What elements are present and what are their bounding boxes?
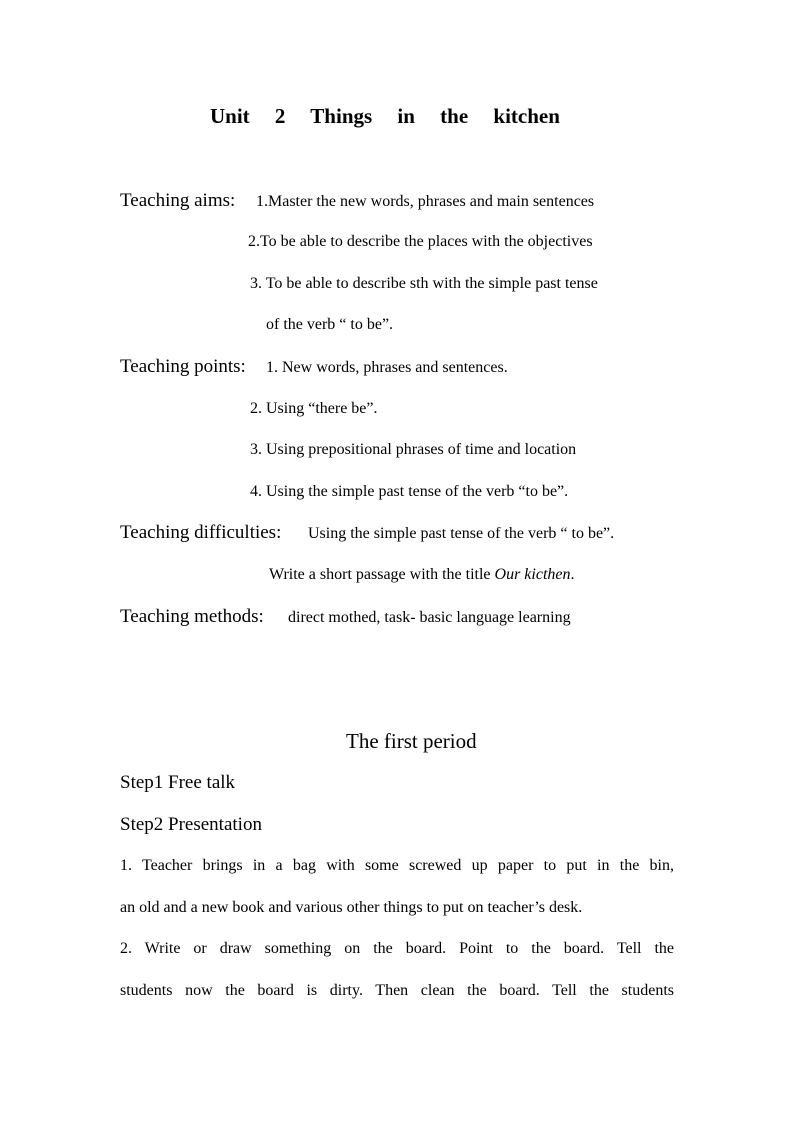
- section-heading: The first period: [346, 729, 477, 753]
- points-item: 3. Using prepositional phrases of time and location: [250, 441, 577, 458]
- points-item: 2. Using “there be”.: [250, 400, 378, 417]
- aims-item: 3. To be able to describe sth with the simple past tense: [250, 275, 598, 292]
- difficulties-line: Using the simple past tense of the verb “ to be”.: [308, 525, 615, 542]
- page-title: Unit 2 Things in the kitchen: [210, 104, 560, 128]
- points-item: 4. Using the simple past tense of the verb “to be”.: [250, 483, 569, 500]
- difficulties-prefix: Write a short passage with the title: [269, 566, 491, 583]
- paragraph-line: 2. Write or draw something on the board. Point to the board. Tell the: [120, 940, 674, 957]
- aims-label: Teaching aims:: [120, 190, 236, 211]
- aims-item: 2.To be able to describe the places with the objectives: [248, 233, 593, 250]
- difficulties-line: Write a short passage with the title Our kicthen.: [269, 566, 575, 583]
- paragraph-line: 1. Teacher brings in a bag with some screwed up paper to put in the bin,: [120, 857, 674, 874]
- step-heading: Step2 Presentation: [120, 814, 262, 835]
- paragraph-line: an old and a new book and various other things to put on teacher’s desk.: [120, 899, 583, 916]
- points-label: Teaching points:: [120, 356, 246, 377]
- aims-item: of the verb “ to be”.: [266, 316, 394, 333]
- methods-label: Teaching methods:: [120, 606, 264, 627]
- paragraph-line: students now the board is dirty. Then clean the board. Tell the students: [120, 982, 674, 999]
- passage-title: Our kicthen: [494, 566, 571, 583]
- step-heading: Step1 Free talk: [120, 772, 236, 793]
- difficulties-label: Teaching difficulties:: [120, 522, 282, 543]
- methods-text: direct mothed, task- basic language learning: [288, 609, 571, 626]
- points-item: 1. New words, phrases and sentences.: [266, 359, 508, 376]
- aims-item: 1.Master the new words, phrases and main sentences: [256, 193, 595, 210]
